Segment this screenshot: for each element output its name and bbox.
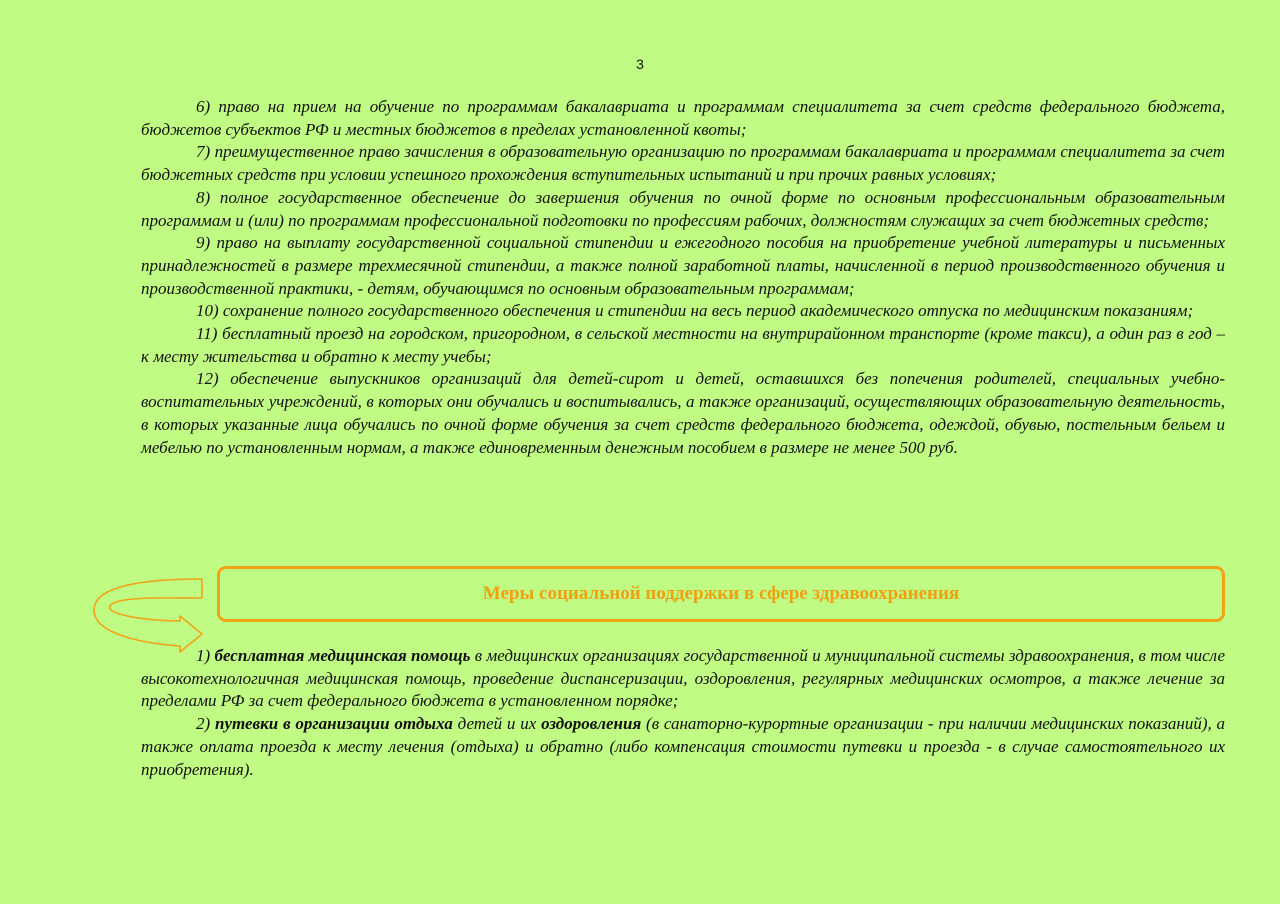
- list-item: 9) право на выплату государственной социальной стипендии и ежегодного пособия на приобретение учебной литературы и письменных принадлежностей в размере трехмесячной стипендии, а также полной заработной платы, начисленной в период производственного обучения и производственной практики, - детям, обучающимся по основным образовательным программам;: [141, 233, 1225, 298]
- health-measures-list: [141, 645, 1225, 781]
- list-item: 8) полное государственное обеспечение до завершения обучения по очной форме по основным профессиональным образовательным программам и (или) по программам профессиональной подготовки по профессиям рабочих, должностям служащих за счет бюджетных средств;: [141, 187, 1225, 230]
- list-item: 11) бесплатный проезд на городском, пригородном, в сельской местности на внутрирайонном транспорте (кроме такси), а один раз в год – к месту жительства и обратно к месту учебы;: [141, 324, 1225, 366]
- emphasis-text: оздоровления: [541, 714, 642, 734]
- item-number: 2): [196, 714, 211, 734]
- item-number: 1): [196, 646, 211, 665]
- item-text: детей и их: [457, 714, 537, 734]
- list-item: [141, 713, 1225, 781]
- list-item: 12) обеспечение выпускников организаций для детей-сирот и детей, оставшихся без попечения родителей, специальных учебно-воспитательных учреждений, в которых они обучались и воспитывались, а также организаций, осуществляющих образовательную деятельность, в которых указанные лица обучались по очной форме обучения за счет средств федерального бюджета, одеждой, обувью, постельным бельем и мебелью по установленным нормам, а также единовременным денежным пособием в размере не менее 500 руб.: [141, 369, 1225, 457]
- rights-list: [141, 96, 1225, 459]
- list-item: 7) преимущественное право зачисления в образовательную организацию по программам бакалавриата и программам специалитета за счет бюджетных средств при условии успешного прохождения вступительных испытаний и при прочих равных условиях;: [141, 142, 1225, 185]
- section-header-box: [217, 566, 1225, 622]
- list-item: [141, 645, 1225, 713]
- list-item: 10) сохранение полного государственного обеспечения и стипендии на весь период академического отпуска по медицинским показаниям;: [196, 301, 1194, 321]
- section-title: Меры социальной поддержки в сфере здравоохранения: [482, 583, 960, 604]
- item-text: в медицинских организациях государственной и муниципальной системы здравоохранения, в том числе высокотехнологичная медицинская помощь, проведение диспансеризации, оздоровления, регулярных медицинских осмотров, а также лечение за пределами РФ за счет федерального бюджета в установленном порядке;: [141, 646, 1226, 711]
- emphasis-text: бесплатная медицинская помощь: [214, 646, 471, 665]
- emphasis-text: путевки в организации отдыха: [214, 714, 453, 734]
- item-text: (в санаторно-курортные организации - при наличии медицинских показаний), а также оплата проезда к месту лечения (отдыха) и обратно (либо компенсация стоимости путевки и проезда - в случае самостоятельного их приобретения).: [141, 714, 1226, 779]
- page-number: 3: [636, 56, 644, 72]
- list-item: 6) право на прием на обучение по программам бакалавриата и программам специалитета за счет средств федерального бюджета, бюджетов субъектов РФ и местных бюджетов в пределах установленной квоты;: [141, 97, 1225, 139]
- curved-arrow-icon: [90, 574, 210, 656]
